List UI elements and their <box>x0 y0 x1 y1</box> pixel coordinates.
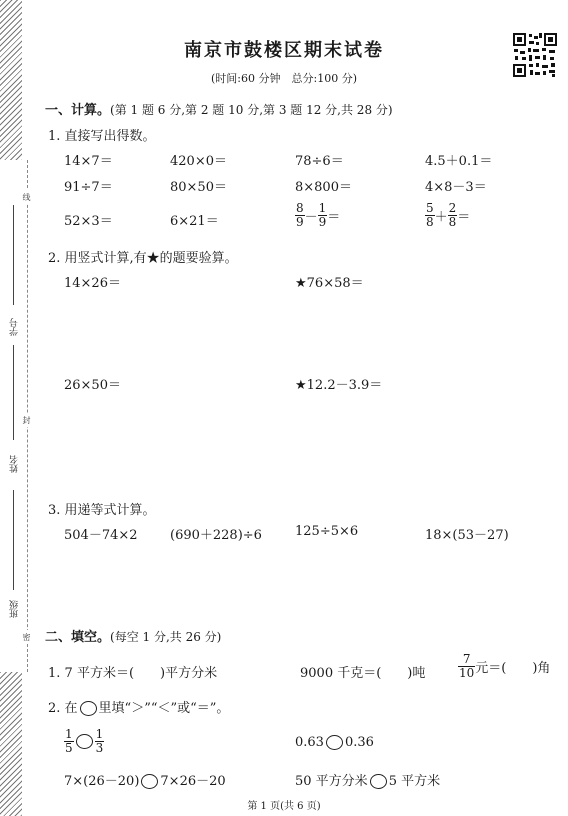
section-2-note: (每空 1 分,共 26 分) <box>110 630 222 644</box>
section-1-heading <box>45 99 393 118</box>
question-2-2-label <box>48 697 229 716</box>
compare-circle[interactable] <box>326 735 343 750</box>
denominator: 8 <box>448 215 457 229</box>
page-footer: 第 1 页(共 6 页) <box>247 801 321 812</box>
denominator: 10 <box>459 666 475 680</box>
numerator: 1 <box>318 201 327 215</box>
vertical-calc-item: 26×50＝ <box>64 378 121 393</box>
denominator: 3 <box>95 741 104 755</box>
circle-icon <box>80 701 97 716</box>
operator: － <box>304 210 318 225</box>
compare-left: 0.63 <box>295 735 324 750</box>
fraction <box>295 202 305 229</box>
label-text: 里填“＞”“＜”或“＝”。 <box>98 701 230 716</box>
fraction <box>318 202 328 229</box>
numerator: 8 <box>296 201 304 215</box>
compare-circle[interactable] <box>141 774 158 789</box>
numerator: 1 <box>65 727 73 741</box>
oral-calc-item: 91÷7＝ <box>64 180 113 195</box>
fraction-subtraction-item <box>295 202 340 229</box>
oral-calc-item: 4.5＋0.1＝ <box>425 154 493 169</box>
oral-calc-item: 52×3＝ <box>64 214 113 229</box>
name-label: 姓名 <box>10 455 20 473</box>
step-calc-item: 125÷5×6 <box>295 524 359 539</box>
vertical-calc-item: ★12.2－3.9＝ <box>295 378 383 393</box>
section-1-note: (第 1 题 6 分,第 2 题 10 分,第 3 题 12 分,共 28 分) <box>110 103 393 117</box>
denominator: 5 <box>65 741 73 755</box>
oral-calc-item: 80×50＝ <box>170 180 227 195</box>
denominator: 9 <box>296 215 304 229</box>
numerator: 5 <box>426 201 434 215</box>
compare-circle[interactable] <box>370 774 387 789</box>
compare-right: 5 平方米 <box>388 774 441 789</box>
cut-mark-bottom: 密 <box>22 630 33 644</box>
class-line <box>13 490 14 590</box>
equals-sign: ＝ <box>327 210 341 225</box>
step-calc-item: 18×(53－27) <box>425 528 509 543</box>
section-2-heading <box>45 626 221 645</box>
compare-circle[interactable] <box>76 734 93 749</box>
section-1-title: 一、计算。 <box>45 103 111 118</box>
oral-calc-item: 78÷6＝ <box>295 154 344 169</box>
compare-item <box>295 735 374 750</box>
operator: ＋ <box>434 210 448 225</box>
fill-item: 1. 7 平方米＝( )平方分米 <box>48 666 218 681</box>
compare-item <box>295 770 440 789</box>
compare-right: 0.36 <box>344 735 374 750</box>
oral-calc-item: 6×21＝ <box>170 214 219 229</box>
oral-calc-item: 8×800＝ <box>295 180 352 195</box>
denominator: 9 <box>318 215 327 229</box>
equals-sign: ＝ <box>457 210 471 225</box>
vertical-calc-item: ★76×58＝ <box>295 276 364 291</box>
vertical-calc-item: 14×26＝ <box>64 276 121 291</box>
numerator: 7 <box>458 653 475 667</box>
cut-mark-middle: 封 <box>22 413 33 427</box>
question-1-3-label: 3. 用递等式计算。 <box>48 503 156 518</box>
denominator: 8 <box>426 215 434 229</box>
fraction <box>64 728 74 755</box>
compare-left: 50 平方分米 <box>295 774 368 789</box>
qr-code-icon <box>512 32 558 78</box>
exam-title: 南京市鼓楼区期末试卷 <box>184 40 384 61</box>
student-id-line <box>13 205 14 305</box>
fill-item-fraction-yuan <box>458 653 550 680</box>
label-text: 2. 在 <box>48 701 78 716</box>
binding-hatch-bottom <box>0 672 22 816</box>
fraction-addition-item <box>425 202 470 229</box>
exam-subtitle: (时间:60 分钟 总分:100 分) <box>211 72 357 85</box>
oral-calc-item: 4×8－3＝ <box>425 180 487 195</box>
fraction <box>448 202 458 229</box>
question-1-1-label: 1. 直接写出得数。 <box>48 129 156 144</box>
oral-calc-item: 14×7＝ <box>64 154 113 169</box>
step-calc-item: (690＋228)÷6 <box>170 528 262 543</box>
compare-right: 7×26－20 <box>160 774 226 789</box>
numerator: 2 <box>448 201 457 215</box>
compare-item <box>64 770 226 789</box>
cut-mark-top: 线 <box>22 190 33 204</box>
fill-item-text: 元＝( )角 <box>475 661 551 676</box>
student-id-label: 学号 <box>10 318 20 336</box>
compare-item <box>64 728 104 755</box>
name-line <box>13 345 14 440</box>
fraction <box>95 728 105 755</box>
step-calc-item: 504－74×2 <box>64 528 138 543</box>
fraction <box>425 202 435 229</box>
compare-left: 7×(26－20) <box>64 774 140 789</box>
class-label: 班级 <box>10 600 20 618</box>
oral-calc-item: 420×0＝ <box>170 154 227 169</box>
fill-item: 9000 千克＝( )吨 <box>300 666 426 681</box>
section-2-title: 二、填空。 <box>45 630 111 645</box>
numerator: 1 <box>95 727 104 741</box>
fraction <box>458 653 475 680</box>
question-1-2-label: 2. 用竖式计算,有★的题要验算。 <box>48 251 238 266</box>
